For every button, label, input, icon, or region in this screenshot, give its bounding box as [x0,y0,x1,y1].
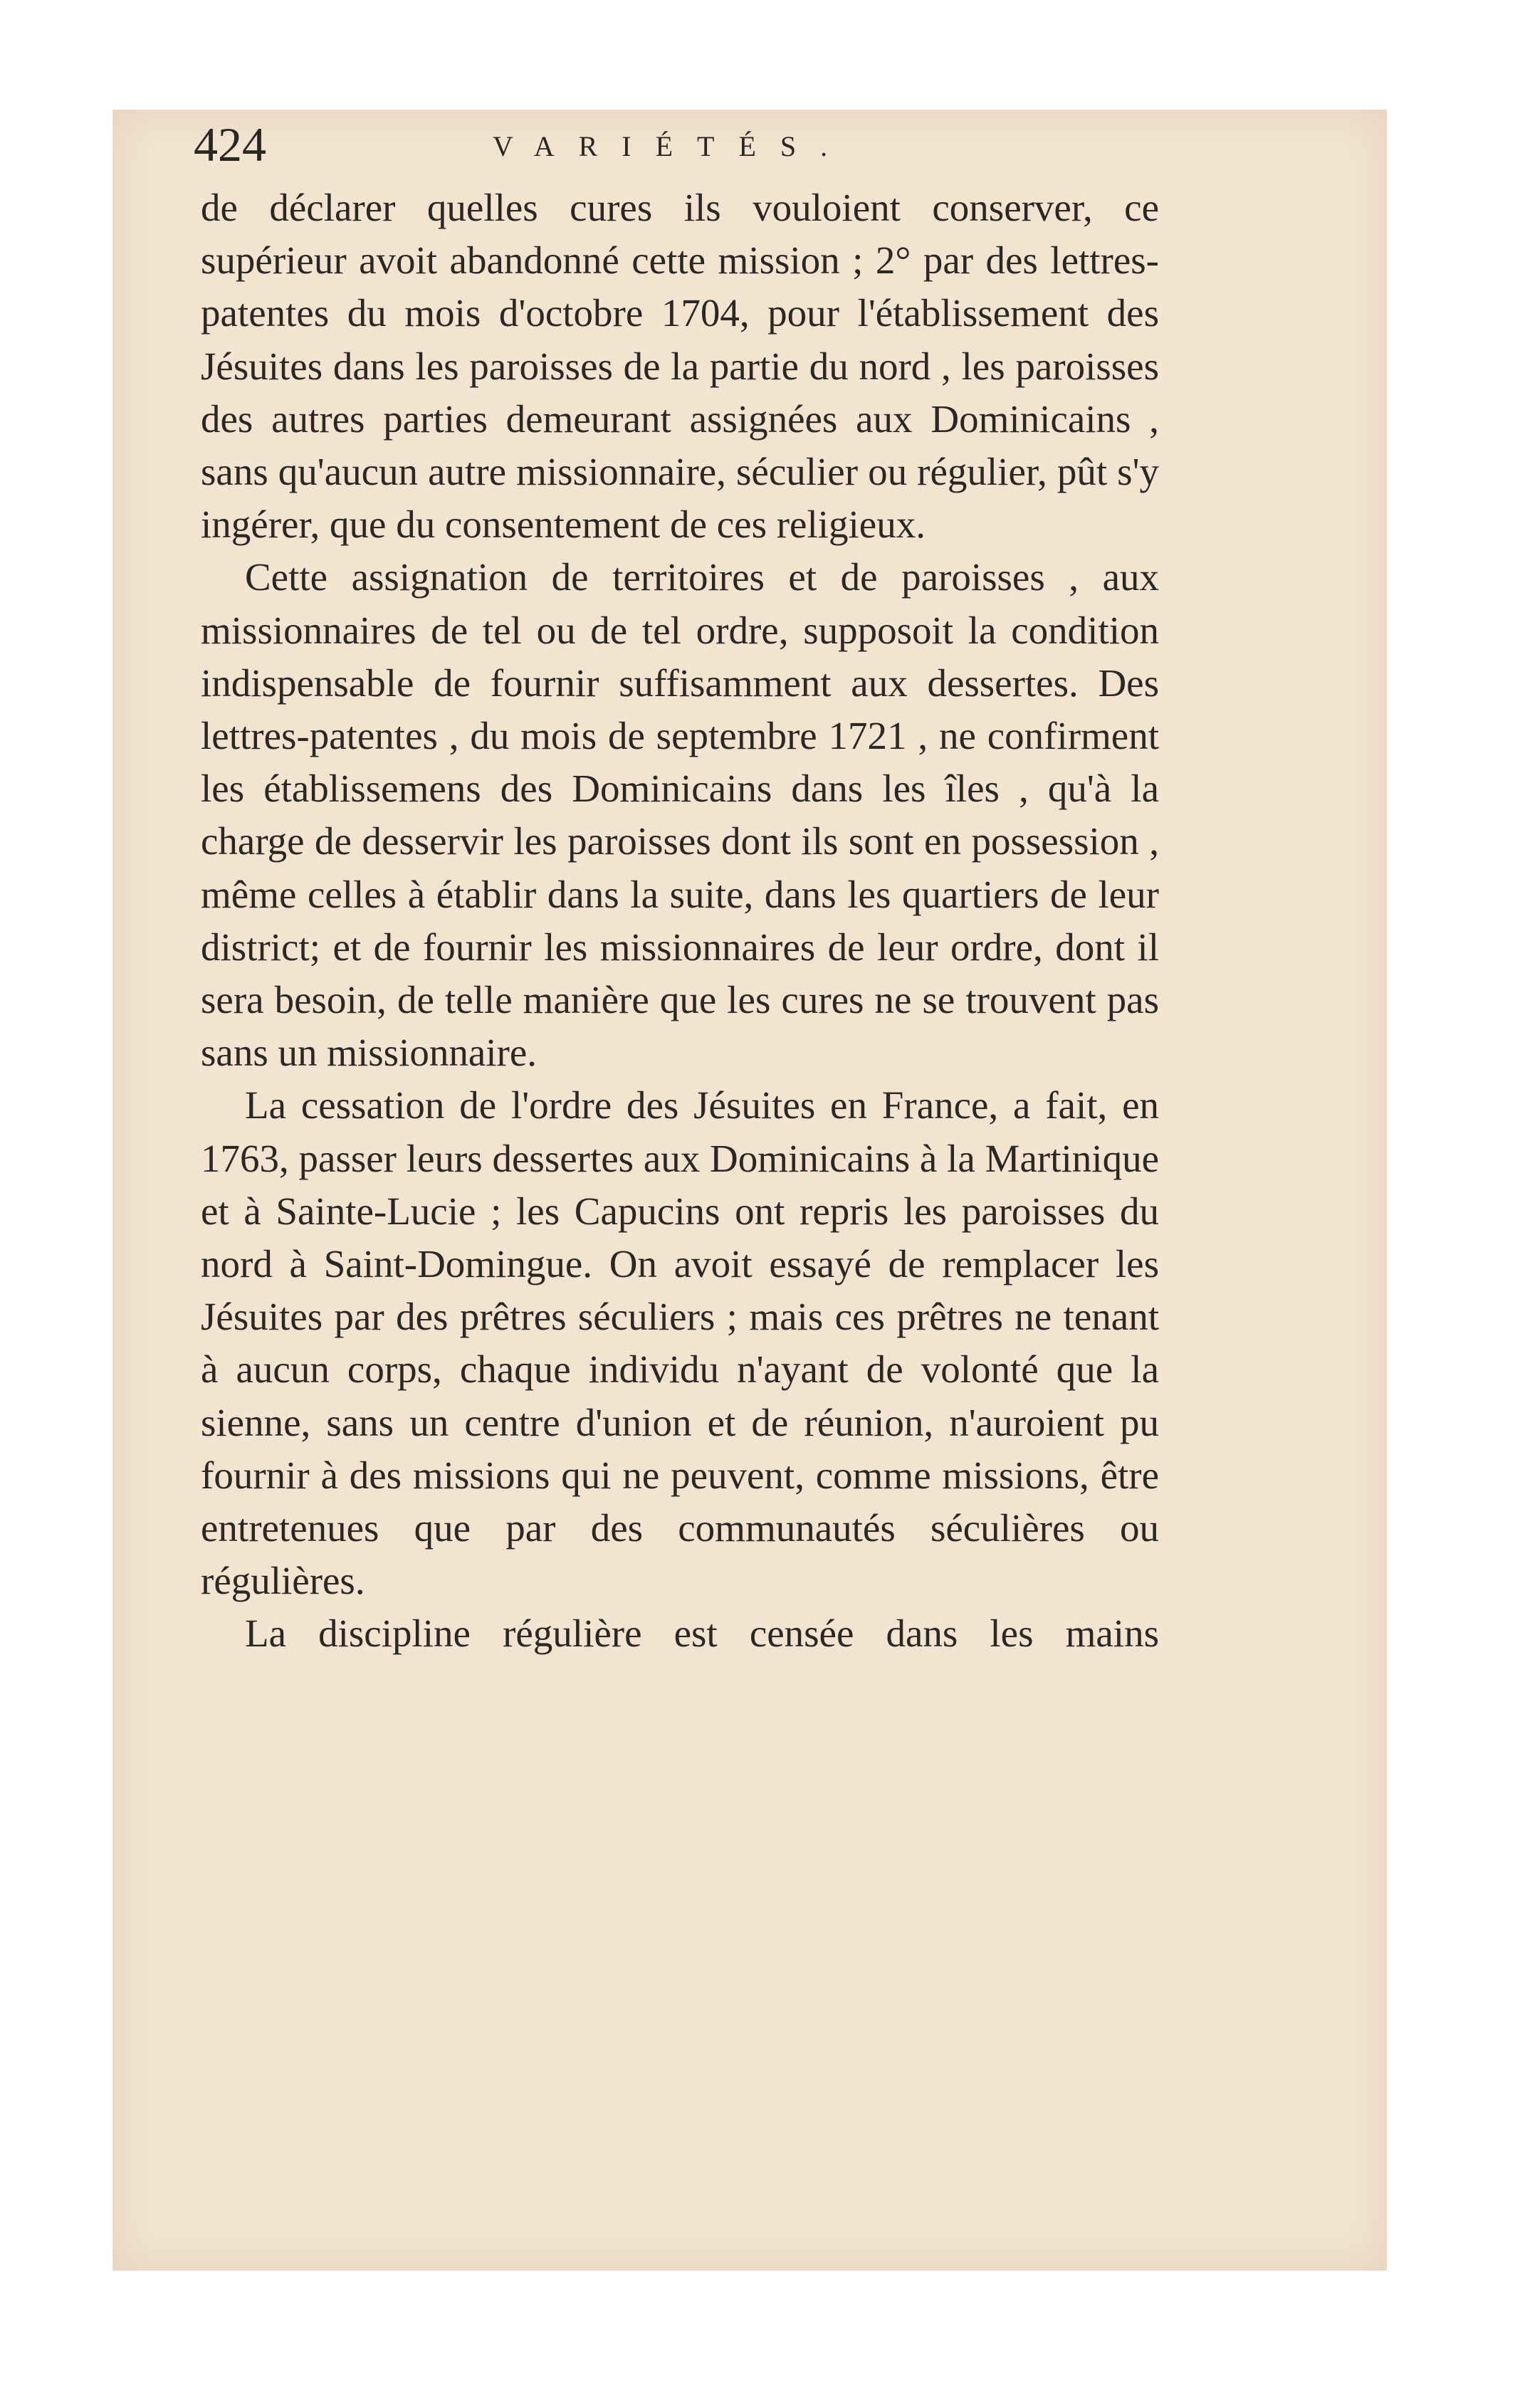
paragraph-3: La cessation de l'ordre des Jésuites en France, a fait, en 1763, passer leurs dessertes aux Dominicains à la Martinique et à Sainte-Lucie ; les Capucins ont repris les paroisses du nord à Saint-Domingue. On avoit essayé de remplacer les Jésuites par des prêtres séculiers ; mais ces prêtres ne tenant à aucun corps, chaque individu n'ayant de volonté que la sienne, sans un centre d'union et de réunion, n'auroient pu fournir à des missions qui ne peuvent, comme missions, être entretenues que par des communautés séculières ou régulières. [201,1083,1159,1603]
body-text [201,182,1159,1904]
paragraph-2: Cette assignation de territoires et de paroisses , aux missionnaires de tel ou de tel ordre, supposoit la condition indispensable de fournir suffisamment aux dessertes. Des lettres-patentes , du mois de septembre 1721 , ne confirment les établissemens des Dominicains dans les îles , qu'à la charge de desservir les paroisses dont ils sont en possession , même celles à établir dans la suite, dans les quartiers de leur district; et de fournir les missionnaires de leur ordre, dont il sera besoin, de telle manière que les cures ne se trouvent pas sans un missionnaire. [201,555,1159,1075]
paragraph-4: La discipline régulière est censée dans les mains [245,1612,1159,1656]
paragraph-1: de déclarer quelles cures ils vouloient conserver, ce supérieur avoit abandonné cette mission ; 2° par des lettres-patentes du mois d'octobre 1704, pour l'établissement des Jésuites dans les paroisses de la partie du nord , les paroisses des autres parties demeurant assignées aux Dominicains , sans qu'aucun autre missionnaire, séculier ou régulier, pût s'y ingérer, que du consentement de ces religieux. [201,186,1159,547]
page-number: 424 [194,117,266,172]
running-title: VARIÉTÉS. [493,130,852,162]
page-header [194,112,1162,177]
